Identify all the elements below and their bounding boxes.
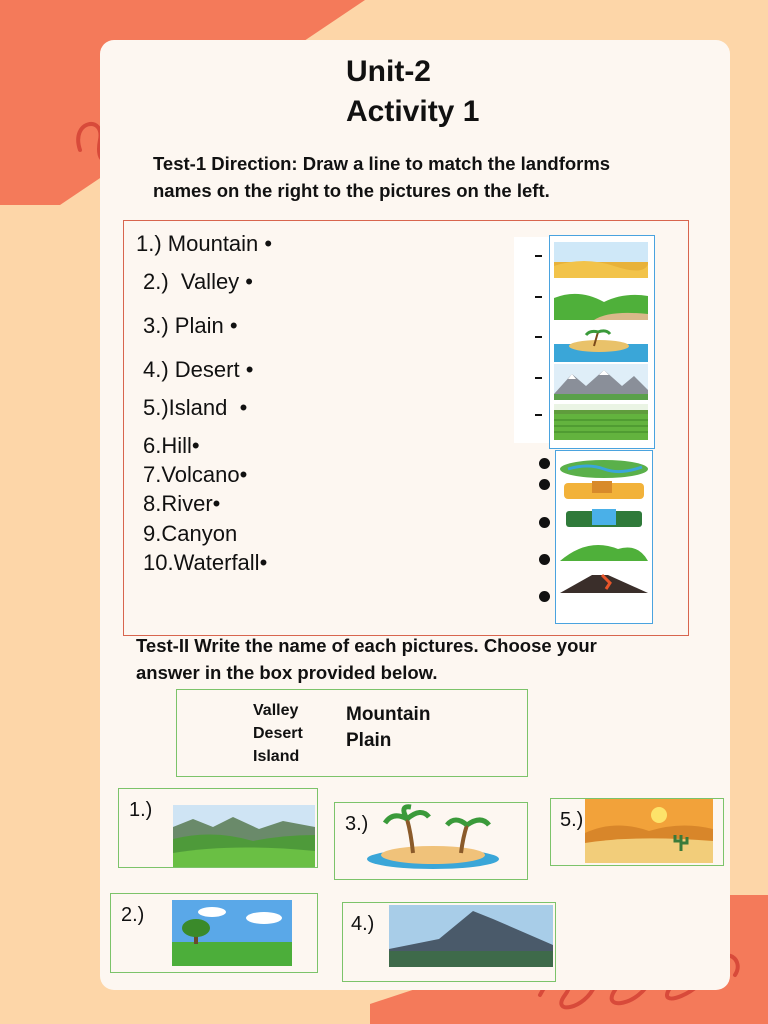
match-dash[interactable]	[535, 336, 542, 338]
picture-card-5	[550, 798, 724, 866]
picture-card-1	[118, 788, 318, 868]
match-dot[interactable]	[539, 554, 550, 565]
test1-direction-line1: Test-1 Direction: Draw a line to match the landforms	[153, 153, 611, 174]
test2-direction-line1: Test-II Write the name of each pictures. Choose your	[136, 635, 597, 656]
landform-item-island: 5.)Island •	[143, 395, 248, 420]
desert-photo	[585, 799, 713, 863]
landform-item-hill: 6.Hill•	[143, 433, 200, 458]
valley-photo	[173, 805, 315, 867]
test1-direction	[153, 150, 610, 204]
landform-item-desert: 4.) Desert •	[143, 357, 254, 382]
test2-direction-line2: answer in the box provided below.	[136, 662, 438, 683]
picture-number: 4.)	[351, 913, 375, 935]
match-dot[interactable]	[539, 591, 550, 602]
title-line-1: Unit-2	[346, 55, 431, 88]
mountain-photo	[389, 905, 553, 967]
landform-item-river: 8.River•	[143, 491, 221, 516]
waterfall-picture	[562, 505, 646, 529]
picture-card-3	[334, 802, 528, 880]
picture-number: 2.)	[121, 904, 145, 926]
choice-mountain: Mountain	[346, 704, 431, 725]
choices-column-1	[253, 699, 303, 768]
desert-picture	[554, 242, 648, 278]
picture-card-2	[110, 893, 318, 973]
mountain-picture	[554, 364, 648, 400]
picture-column-2	[555, 450, 653, 624]
choices-column-2	[346, 702, 430, 754]
volcano-picture	[558, 569, 650, 597]
landform-item-mountain: 1.) Mountain •	[136, 231, 273, 256]
choice-desert: Desert	[253, 725, 303, 742]
island-photo	[363, 803, 505, 871]
test1-direction-line2: names on the right to the pictures on the left.	[153, 180, 550, 201]
landform-item-canyon: 9.Canyon	[143, 521, 238, 546]
match-dot[interactable]	[539, 479, 550, 490]
picture-number: 1.)	[129, 799, 153, 821]
match-dash[interactable]	[535, 414, 542, 416]
landform-item-volcano: 7.Volcano•	[143, 462, 248, 487]
picture-card-4	[342, 902, 556, 982]
island-picture	[554, 326, 648, 362]
valley-picture	[554, 284, 648, 320]
picture-number: 5.)	[560, 809, 584, 831]
match-dash[interactable]	[535, 296, 542, 298]
plain-photo	[172, 900, 292, 966]
river-picture	[558, 453, 650, 479]
choice-plain: Plain	[346, 730, 392, 751]
title-line-2: Activity 1	[346, 95, 480, 128]
choice-island: Island	[253, 748, 300, 765]
plain-picture	[554, 404, 648, 440]
page-title	[346, 52, 479, 132]
hill-picture	[558, 535, 650, 565]
match-dash[interactable]	[535, 255, 542, 257]
match-dash[interactable]	[535, 377, 542, 379]
picture-number: 3.)	[345, 813, 369, 835]
choice-valley: Valley	[253, 702, 299, 719]
match-dot[interactable]	[539, 517, 550, 528]
test2-direction	[136, 632, 597, 686]
landform-item-valley: 2.) Valley •	[143, 269, 253, 294]
match-dot[interactable]	[539, 458, 550, 469]
answer-choices-box	[176, 689, 528, 777]
landform-item-waterfall: 10.Waterfall•	[143, 550, 268, 575]
picture-column-1	[549, 235, 655, 449]
landform-item-plain: 3.) Plain •	[143, 313, 238, 338]
canyon-picture	[562, 479, 646, 501]
